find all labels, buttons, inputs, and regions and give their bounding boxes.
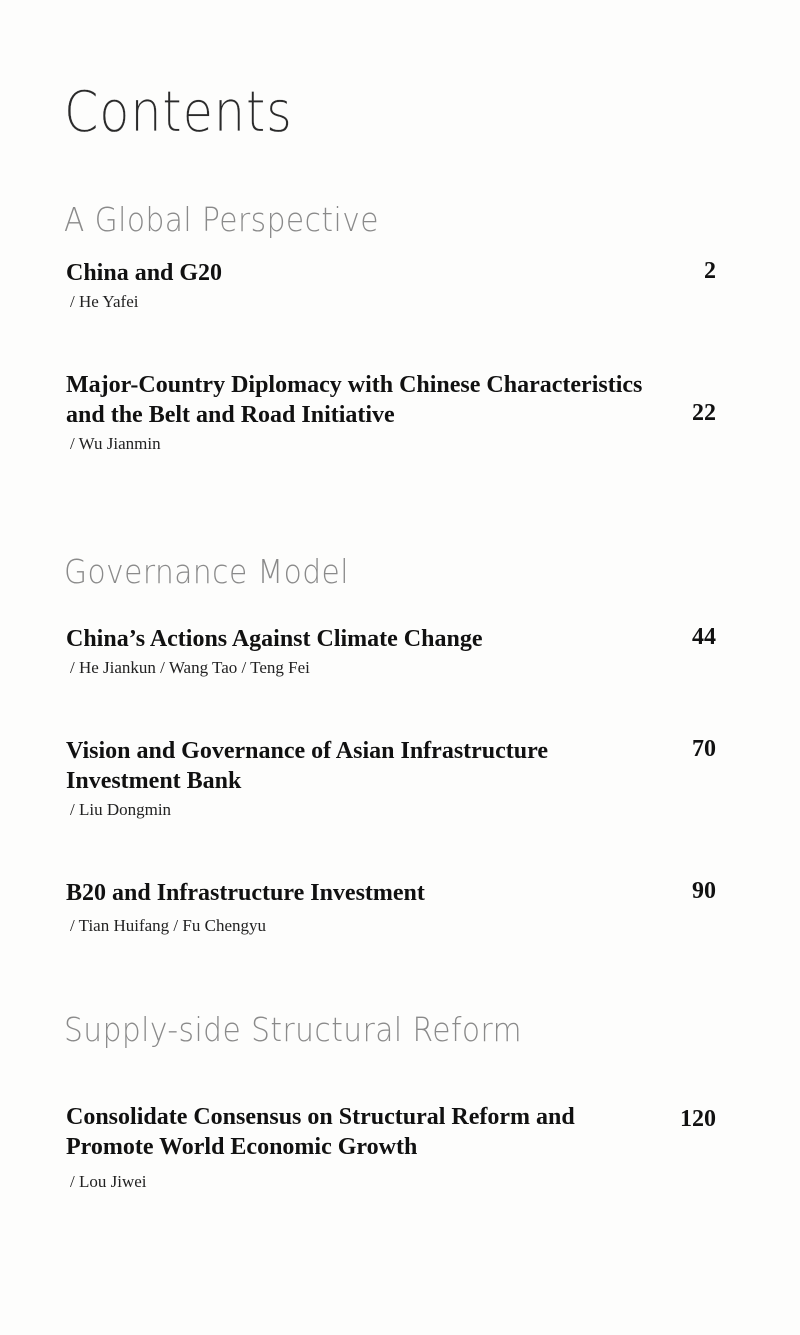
toc-entry[interactable] (66, 370, 716, 454)
entry-page-number: 120 (680, 1106, 716, 1132)
entry-authors: / Tian Huifang / Fu Chengyu (70, 916, 266, 935)
entry-authors: / Wu Jianmin (70, 434, 161, 453)
entry-authors: / He Yafei (70, 292, 139, 311)
entry-authors: / Liu Dongmin (70, 800, 172, 819)
entry-authors: / Lou Jiwei (70, 1172, 147, 1191)
entry-title: Major-Country Diplomacy with Chinese Characteristics and the Belt and Road Initiative (66, 372, 643, 428)
entry-page-number: 44 (692, 624, 716, 650)
toc-entry[interactable] (66, 258, 716, 312)
entry-page-number: 90 (692, 878, 716, 904)
section-heading-global-perspective: A Global Perspective (64, 200, 379, 239)
entry-title: Vision and Governance of Asian Infrastructure Investment Bank (66, 738, 549, 794)
entry-title: China and G20 (66, 260, 223, 286)
entry-authors: / He Jiankun / Wang Tao / Teng Fei (70, 658, 310, 677)
toc-entry[interactable] (66, 878, 716, 936)
toc-entry[interactable] (66, 736, 716, 820)
toc-entry[interactable] (66, 1102, 716, 1192)
entry-page-number: 2 (704, 258, 716, 284)
entry-title: Consolidate Consensus on Structural Reform and Promote World Economic Growth (66, 1104, 575, 1160)
section-heading-supply-side-structural-reform: Supply-side Structural Reform (64, 1010, 523, 1049)
entry-page-number: 70 (692, 736, 716, 762)
entry-title: B20 and Infrastructure Investment (66, 880, 425, 906)
toc-entry[interactable] (66, 624, 716, 678)
section-heading-governance-model: Governance Model (64, 552, 349, 591)
entry-page-number: 22 (692, 400, 716, 426)
page-title: Contents (64, 80, 293, 145)
entry-title: China’s Actions Against Climate Change (66, 626, 483, 652)
